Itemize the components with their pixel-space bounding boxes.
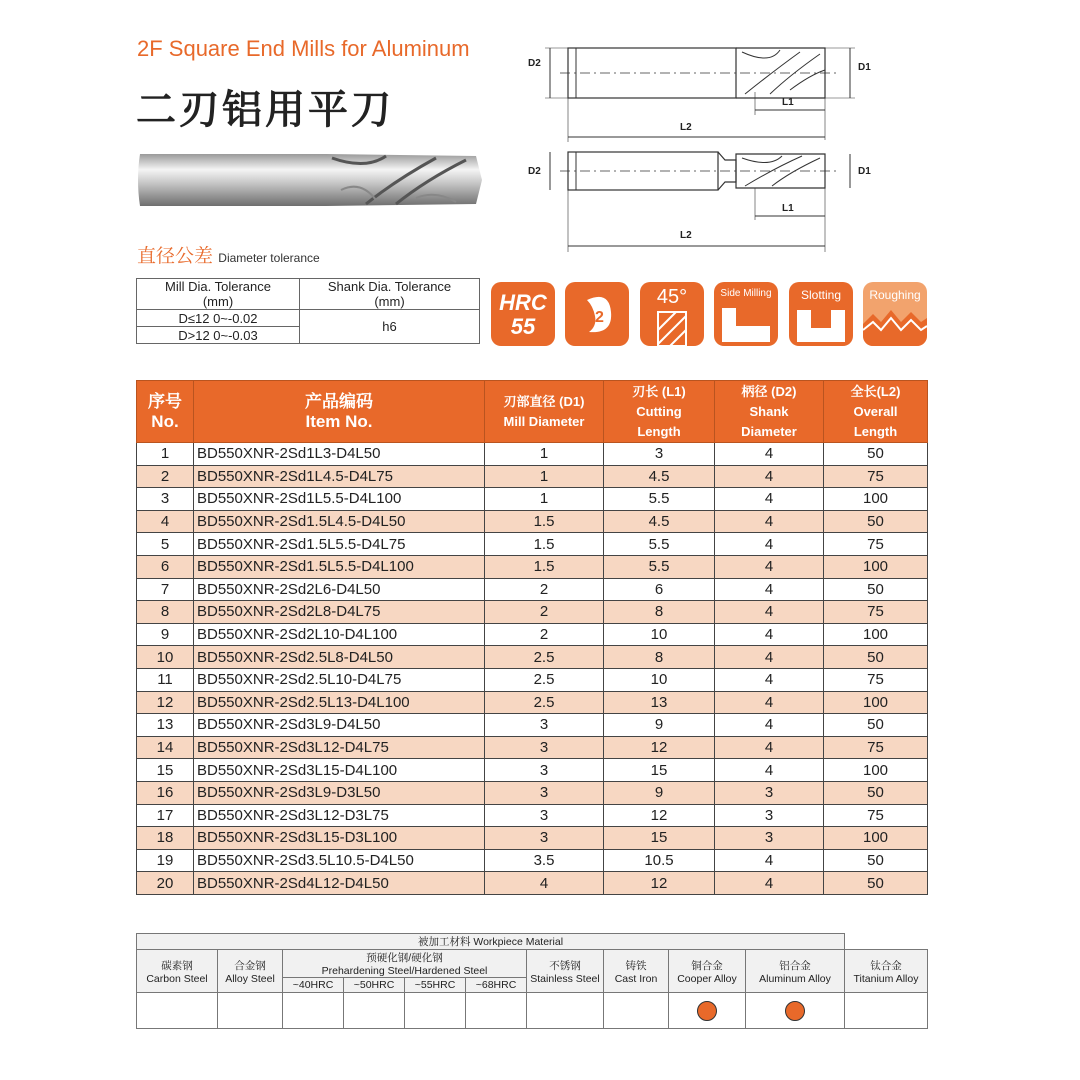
cell-l2: 75 bbox=[824, 668, 928, 691]
helix-angle-badge bbox=[640, 282, 704, 346]
cell-d1: 1.5 bbox=[485, 510, 604, 533]
cell-no: 19 bbox=[137, 849, 194, 872]
cell-item: BD550XNR-2Sd3L12-D3L75 bbox=[194, 804, 485, 827]
cell-l1: 12 bbox=[604, 736, 715, 759]
cell-d1: 3 bbox=[485, 827, 604, 850]
cell-item: BD550XNR-2Sd1.5L4.5-D4L50 bbox=[194, 510, 485, 533]
hrc-50: ~50HRC bbox=[344, 978, 405, 993]
cell-hrc40 bbox=[283, 993, 344, 1029]
cell-d1: 2.5 bbox=[485, 668, 604, 691]
hrc-label: HRC bbox=[499, 290, 547, 315]
cell-d1: 1 bbox=[485, 465, 604, 488]
cell-l1: 10 bbox=[604, 668, 715, 691]
cell-l2: 50 bbox=[824, 781, 928, 804]
suitable-dot-aluminum bbox=[785, 1001, 805, 1021]
cell-l2: 100 bbox=[824, 555, 928, 578]
tolerance-table bbox=[136, 278, 480, 344]
cell-l1: 6 bbox=[604, 578, 715, 601]
cell-l2: 50 bbox=[824, 849, 928, 872]
cell-d2: 3 bbox=[715, 804, 824, 827]
cell-l2: 75 bbox=[824, 736, 928, 759]
cell-d2: 4 bbox=[715, 465, 824, 488]
header-d2: 柄径 (D2) Shank Diameter bbox=[715, 381, 824, 443]
cell-d1: 3.5 bbox=[485, 849, 604, 872]
cell-l2: 50 bbox=[824, 872, 928, 895]
table-row bbox=[137, 465, 928, 488]
two-flute-icon bbox=[565, 282, 629, 346]
tolerance-heading-cn: 直径公差 bbox=[137, 246, 214, 267]
title-english: 2F Square End Mills for Aluminum bbox=[137, 36, 470, 61]
cell-d2: 4 bbox=[715, 578, 824, 601]
cell-l2: 100 bbox=[824, 488, 928, 511]
material-copper: 铜合金 Cooper Alloy bbox=[669, 950, 746, 993]
cell-no: 9 bbox=[137, 623, 194, 646]
slotting-badge bbox=[789, 282, 853, 346]
cell-d2: 4 bbox=[715, 555, 824, 578]
roughing-badge bbox=[863, 282, 927, 346]
cell-l2: 50 bbox=[824, 443, 928, 466]
cell-d2: 4 bbox=[715, 872, 824, 895]
cell-no: 14 bbox=[137, 736, 194, 759]
cell-item: BD550XNR-2Sd4L12-D4L50 bbox=[194, 872, 485, 895]
hrc-value: 55 bbox=[510, 314, 536, 339]
cell-hrc55 bbox=[405, 993, 466, 1029]
cell-d1: 1 bbox=[485, 443, 604, 466]
cell-alloy bbox=[218, 993, 283, 1029]
table-row bbox=[137, 443, 928, 466]
hrc-badge bbox=[491, 282, 555, 346]
cell-cast-iron bbox=[604, 993, 669, 1029]
cell-l1: 13 bbox=[604, 691, 715, 714]
hrc-55: ~55HRC bbox=[405, 978, 466, 993]
cell-no: 10 bbox=[137, 646, 194, 669]
cell-l1: 8 bbox=[604, 601, 715, 624]
cell-d1: 3 bbox=[485, 736, 604, 759]
cell-d1: 1.5 bbox=[485, 533, 604, 556]
cell-l1: 4.5 bbox=[604, 465, 715, 488]
flutes-count: 2 bbox=[595, 309, 604, 326]
cell-no: 7 bbox=[137, 578, 194, 601]
cell-item: BD550XNR-2Sd3.5L10.5-D4L50 bbox=[194, 849, 485, 872]
cell-no: 4 bbox=[137, 510, 194, 533]
material-stainless: 不锈钢 Stainless Steel bbox=[527, 950, 604, 993]
cell-no: 13 bbox=[137, 714, 194, 737]
material-titanium: 钛合金 Titanium Alloy bbox=[845, 950, 928, 993]
cell-l2: 100 bbox=[824, 623, 928, 646]
cell-item: BD550XNR-2Sd1.5L5.5-D4L100 bbox=[194, 555, 485, 578]
label-d2-2: D2 bbox=[528, 166, 541, 177]
roughing-label: Roughing bbox=[869, 288, 921, 302]
label-l2: L2 bbox=[680, 122, 692, 133]
cell-item: BD550XNR-2Sd1L4.5-D4L75 bbox=[194, 465, 485, 488]
cell-d1: 2.5 bbox=[485, 646, 604, 669]
material-title: 被加工材料 Workpiece Material bbox=[137, 934, 845, 950]
cell-l2: 50 bbox=[824, 510, 928, 533]
cell-l2: 75 bbox=[824, 465, 928, 488]
table-row bbox=[137, 601, 928, 624]
header-no: 序号 No. bbox=[137, 381, 194, 443]
helix-icon bbox=[640, 310, 704, 346]
cell-d2: 4 bbox=[715, 849, 824, 872]
cell-d2: 4 bbox=[715, 533, 824, 556]
cell-l1: 12 bbox=[604, 872, 715, 895]
cell-l1: 15 bbox=[604, 827, 715, 850]
slotting-label: Slotting bbox=[800, 288, 842, 302]
cell-d2: 4 bbox=[715, 488, 824, 511]
cell-no: 5 bbox=[137, 533, 194, 556]
cell-item: BD550XNR-2Sd1.5L5.5-D4L75 bbox=[194, 533, 485, 556]
side-milling-badge bbox=[714, 282, 778, 346]
table-row bbox=[137, 736, 928, 759]
table-row bbox=[137, 646, 928, 669]
angle-label: 45° bbox=[656, 286, 688, 308]
label-l2-2: L2 bbox=[680, 230, 692, 241]
tol-row2: D>12 0~-0.03 bbox=[137, 327, 300, 344]
cell-copper bbox=[669, 993, 746, 1029]
cell-d2: 4 bbox=[715, 510, 824, 533]
table-row bbox=[137, 714, 928, 737]
cell-l1: 10 bbox=[604, 623, 715, 646]
cell-no: 15 bbox=[137, 759, 194, 782]
label-d1: D1 bbox=[858, 62, 871, 73]
side-milling-label: Side Milling bbox=[720, 288, 772, 299]
cell-item: BD550XNR-2Sd2L6-D4L50 bbox=[194, 578, 485, 601]
tolerance-heading-en: Diameter tolerance bbox=[218, 251, 320, 265]
table-row bbox=[137, 691, 928, 714]
header-l1: 刃长 (L1) Cutting Length bbox=[604, 381, 715, 443]
cell-no: 20 bbox=[137, 872, 194, 895]
label-l1: L1 bbox=[782, 97, 794, 108]
cell-d1: 3 bbox=[485, 714, 604, 737]
cell-d1: 3 bbox=[485, 804, 604, 827]
tol-row1: D≤12 0~-0.02 bbox=[137, 310, 300, 327]
cell-titanium bbox=[845, 993, 928, 1029]
cell-d2: 3 bbox=[715, 827, 824, 850]
cell-no: 3 bbox=[137, 488, 194, 511]
suitable-dot-copper bbox=[697, 1001, 717, 1021]
table-row bbox=[137, 668, 928, 691]
cell-d2: 4 bbox=[715, 623, 824, 646]
dimension-diagram bbox=[520, 30, 900, 260]
material-cast-iron: 铸铁 Cast Iron bbox=[604, 950, 669, 993]
cell-hrc50 bbox=[344, 993, 405, 1029]
slotting-icon bbox=[789, 304, 853, 346]
cell-d1: 1 bbox=[485, 488, 604, 511]
material-alloy: 合金钢 Alloy Steel bbox=[218, 950, 283, 993]
cell-d2: 4 bbox=[715, 443, 824, 466]
table-row bbox=[137, 488, 928, 511]
cell-no: 17 bbox=[137, 804, 194, 827]
cell-no: 6 bbox=[137, 555, 194, 578]
cell-d1: 1.5 bbox=[485, 555, 604, 578]
table-row bbox=[137, 578, 928, 601]
cell-l1: 5.5 bbox=[604, 488, 715, 511]
cell-l1: 5.5 bbox=[604, 533, 715, 556]
table-row bbox=[137, 781, 928, 804]
cell-item: BD550XNR-2Sd3L9-D3L50 bbox=[194, 781, 485, 804]
tol-col-mill: Mill Dia. Tolerance (mm) bbox=[137, 279, 300, 310]
cell-item: BD550XNR-2Sd2.5L13-D4L100 bbox=[194, 691, 485, 714]
table-row bbox=[137, 533, 928, 556]
cell-l2: 50 bbox=[824, 714, 928, 737]
table-row bbox=[137, 827, 928, 850]
cell-l2: 100 bbox=[824, 759, 928, 782]
table-row bbox=[137, 623, 928, 646]
cell-item: BD550XNR-2Sd3L15-D3L100 bbox=[194, 827, 485, 850]
cell-d1: 2 bbox=[485, 623, 604, 646]
cell-d2: 4 bbox=[715, 759, 824, 782]
table-row bbox=[137, 872, 928, 895]
cell-item: BD550XNR-2Sd2.5L10-D4L75 bbox=[194, 668, 485, 691]
flutes-badge bbox=[565, 282, 629, 346]
hrc-68: ~68HRC bbox=[466, 978, 527, 993]
cell-d1: 2.5 bbox=[485, 691, 604, 714]
cell-l1: 10.5 bbox=[604, 849, 715, 872]
cell-l2: 50 bbox=[824, 646, 928, 669]
table-row bbox=[137, 849, 928, 872]
cell-l1: 4.5 bbox=[604, 510, 715, 533]
tol-col-shank: Shank Dia. Tolerance (mm) bbox=[300, 279, 480, 310]
cell-l1: 9 bbox=[604, 781, 715, 804]
end-mill-photo bbox=[136, 150, 486, 210]
cell-l1: 3 bbox=[604, 443, 715, 466]
cell-d2: 4 bbox=[715, 646, 824, 669]
cell-l1: 8 bbox=[604, 646, 715, 669]
cell-l2: 50 bbox=[824, 578, 928, 601]
cell-no: 1 bbox=[137, 443, 194, 466]
header-item: 产品编码 Item No. bbox=[194, 381, 485, 443]
header-l2: 全长(L2) Overall Length bbox=[824, 381, 928, 443]
product-table bbox=[136, 380, 928, 895]
cell-d1: 2 bbox=[485, 601, 604, 624]
material-prehardening: 预硬化钢/硬化钢 Prehardening Steel/Hardened Steel bbox=[283, 950, 527, 978]
label-d2: D2 bbox=[528, 58, 541, 69]
cell-item: BD550XNR-2Sd2L8-D4L75 bbox=[194, 601, 485, 624]
cell-item: BD550XNR-2Sd2L10-D4L100 bbox=[194, 623, 485, 646]
label-d1-2: D1 bbox=[858, 166, 871, 177]
cell-hrc68 bbox=[466, 993, 527, 1029]
cell-d2: 3 bbox=[715, 781, 824, 804]
cell-item: BD550XNR-2Sd1L5.5-D4L100 bbox=[194, 488, 485, 511]
table-row bbox=[137, 804, 928, 827]
cell-d2: 4 bbox=[715, 691, 824, 714]
cell-no: 11 bbox=[137, 668, 194, 691]
header-d1: 刃部直径 (D1) Mill Diameter bbox=[485, 381, 604, 443]
cell-d1: 3 bbox=[485, 759, 604, 782]
cell-no: 18 bbox=[137, 827, 194, 850]
workpiece-material-table bbox=[136, 933, 928, 1029]
cell-l2: 100 bbox=[824, 691, 928, 714]
cell-d1: 2 bbox=[485, 578, 604, 601]
material-carbon: 碳素钢 Carbon Steel bbox=[137, 950, 218, 993]
cell-d2: 4 bbox=[715, 714, 824, 737]
cell-l2: 75 bbox=[824, 804, 928, 827]
cell-stainless bbox=[527, 993, 604, 1029]
cell-no: 2 bbox=[137, 465, 194, 488]
roughing-icon bbox=[863, 304, 927, 346]
cell-d1: 4 bbox=[485, 872, 604, 895]
cell-no: 8 bbox=[137, 601, 194, 624]
cell-d1: 3 bbox=[485, 781, 604, 804]
cell-d2: 4 bbox=[715, 736, 824, 759]
cell-l2: 100 bbox=[824, 827, 928, 850]
table-row bbox=[137, 555, 928, 578]
cell-l1: 5.5 bbox=[604, 555, 715, 578]
title-chinese: 二刃铝用平刀 bbox=[136, 88, 394, 132]
cell-d2: 4 bbox=[715, 601, 824, 624]
tol-shank-value: h6 bbox=[300, 310, 480, 344]
cell-item: BD550XNR-2Sd3L12-D4L75 bbox=[194, 736, 485, 759]
cell-no: 16 bbox=[137, 781, 194, 804]
material-aluminum: 铝合金 Aluminum Alloy bbox=[746, 950, 845, 993]
tolerance-heading bbox=[137, 241, 320, 268]
cell-carbon bbox=[137, 993, 218, 1029]
cell-l1: 12 bbox=[604, 804, 715, 827]
table-row bbox=[137, 759, 928, 782]
table-row bbox=[137, 510, 928, 533]
cell-d2: 4 bbox=[715, 668, 824, 691]
cell-item: BD550XNR-2Sd2.5L8-D4L50 bbox=[194, 646, 485, 669]
cell-aluminum bbox=[746, 993, 845, 1029]
cell-no: 12 bbox=[137, 691, 194, 714]
cell-l1: 9 bbox=[604, 714, 715, 737]
cell-item: BD550XNR-2Sd3L9-D4L50 bbox=[194, 714, 485, 737]
cell-item: BD550XNR-2Sd3L15-D4L100 bbox=[194, 759, 485, 782]
cell-l2: 75 bbox=[824, 533, 928, 556]
cell-item: BD550XNR-2Sd1L3-D4L50 bbox=[194, 443, 485, 466]
label-l1-2: L1 bbox=[782, 203, 794, 214]
side-milling-icon bbox=[714, 304, 778, 346]
hrc-40: ~40HRC bbox=[283, 978, 344, 993]
cell-l2: 75 bbox=[824, 601, 928, 624]
cell-l1: 15 bbox=[604, 759, 715, 782]
